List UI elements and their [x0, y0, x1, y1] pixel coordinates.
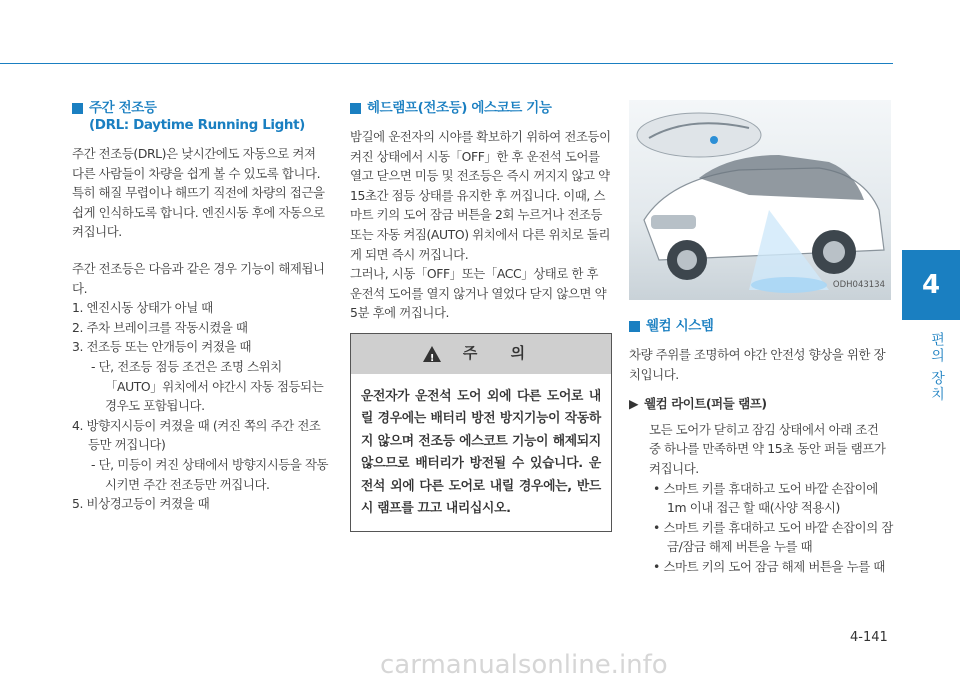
list-subitem: - 단, 미등이 켜진 상태에서 방향지시등을 작동시키면 주간 전조등만 꺼집니다. — [91, 456, 329, 492]
paragraph: 그러나, 시동「OFF」또는「ACC」상태로 한 후 운전석 도어를 열지 않거나 열었다 닫지 않으면 약 5분 후에 꺼집니다. — [350, 266, 607, 321]
list-item: • 스마트 키를 휴대하고 도어 바깥 손잡이의 잠금/잠금 해제 버튼을 누를 때 — [653, 519, 893, 555]
list-subitem: - 단, 전조등 점등 조건은 조명 스위치「AUTO」위치에서 야간시 자동 점등되는 경우도 포함됩니다. — [91, 358, 324, 414]
list-item: 5. 비상경고등이 켜졌을 때 — [72, 496, 210, 512]
paragraph: 주간 전조등(DRL)은 낮시간에도 자동으로 켜져 다른 사람들이 차량을 쉽게 볼 수 있도록 합니다. 특히 해질 무렵이나 해뜨기 직전에 차량의 접근을 쉽게 인식하도록 합니다. 엔진시동 후에 자동으로 켜집니다. — [72, 146, 325, 240]
caution-box — [350, 333, 612, 532]
column-welcome — [629, 100, 893, 577]
watermark: carmanualsonline.info — [380, 650, 668, 680]
heading-subtitle: (DRL: Daytime Running Light) — [89, 117, 305, 133]
caution-title: 주 의 — [462, 344, 540, 363]
page-number: 4-141 — [850, 630, 888, 645]
subsection-heading: ▶ 웰컴 라이트(퍼들 램프) — [629, 396, 767, 412]
caution-body: 운전자가 운전석 도어 외에 다른 도어로 내릴 경우에는 배터리 방전 방지기능이 작동하지 않으며 전조등 에스코트 기능이 해제되지 않으므로 배터리가 방전될 수 있습니다. 운전석 외에 다른 도어로 내릴 경우에는, 반드시 램프를 끄고 내리십시오. — [361, 388, 601, 517]
chapter-label: 편의 장치 — [929, 332, 945, 403]
list-item: • 스마트 키의 도어 잠금 해제 버튼을 누를 때 — [653, 558, 885, 574]
heading-title: 헤드램프(전조등) 에스코트 기능 — [367, 100, 552, 116]
heading-title: 주간 전조등 — [89, 100, 157, 116]
column-escort — [350, 100, 612, 532]
square-bullet-icon — [629, 321, 640, 332]
car-puddle-lamp-illustration — [629, 100, 891, 300]
chapter-tab[interactable] — [902, 250, 960, 320]
chapter-number: 4 — [921, 270, 941, 300]
paragraph: 차량 주위를 조명하여 야간 안전성 향상을 위한 장치입니다. — [629, 347, 886, 382]
list-item: 2. 주차 브레이크를 작동시켰을 때 — [72, 319, 248, 335]
list-item: 3. 전조등 또는 안개등이 켜졌을 때 — [72, 339, 252, 355]
list-item: 1. 엔진시동 상태가 아닐 때 — [72, 300, 213, 316]
paragraph: 주간 전조등은 다음과 같은 경우 기능이 해제됩니다. — [72, 260, 325, 296]
section-heading-drl — [72, 100, 330, 134]
image-caption: ODH043134 — [832, 280, 885, 291]
square-bullet-icon — [72, 103, 83, 114]
car-icon — [629, 100, 891, 300]
heading-title: 웰컴 시스템 — [646, 318, 714, 334]
header-rule — [0, 63, 893, 64]
caution-header — [351, 334, 611, 374]
paragraph: 밤길에 운전자의 시야를 확보하기 위하여 전조등이 켜진 상태에서 시동「OFF」한 후 운전석 도어를 열고 닫으면 미등 및 전조등은 즉시 꺼지지 않고 약 15초간 점등 상태를 유지한 후 꺼집니다. 이때, 스마트 키의 도어 잠금 버튼을 2회 누르거나 전조등 또는 자동 켜짐(AUTO) 위치에서 다른 위치로 돌리게 되면 즉시 꺼집니다. — [350, 129, 611, 262]
paragraph: 모든 도어가 닫히고 잠김 상태에서 아래 조건 중 하나를 만족하면 약 15초 동안 퍼들 램프가 켜집니다. — [649, 421, 886, 476]
section-heading-escort — [350, 100, 612, 117]
triangle-right-icon: ▶ — [629, 396, 639, 412]
list-item: 4. 방향지시등이 켜졌을 때 (켜진 쪽의 주간 전조등만 꺼집니다) — [72, 417, 321, 453]
warning-triangle-icon — [423, 346, 441, 362]
square-bullet-icon — [350, 103, 361, 114]
list-item: • 스마트 키를 휴대하고 도어 바깥 손잡이에 1m 이내 접근 할 때(사양 적용시) — [653, 480, 878, 516]
section-heading-welcome — [629, 318, 893, 335]
column-drl — [72, 100, 330, 514]
